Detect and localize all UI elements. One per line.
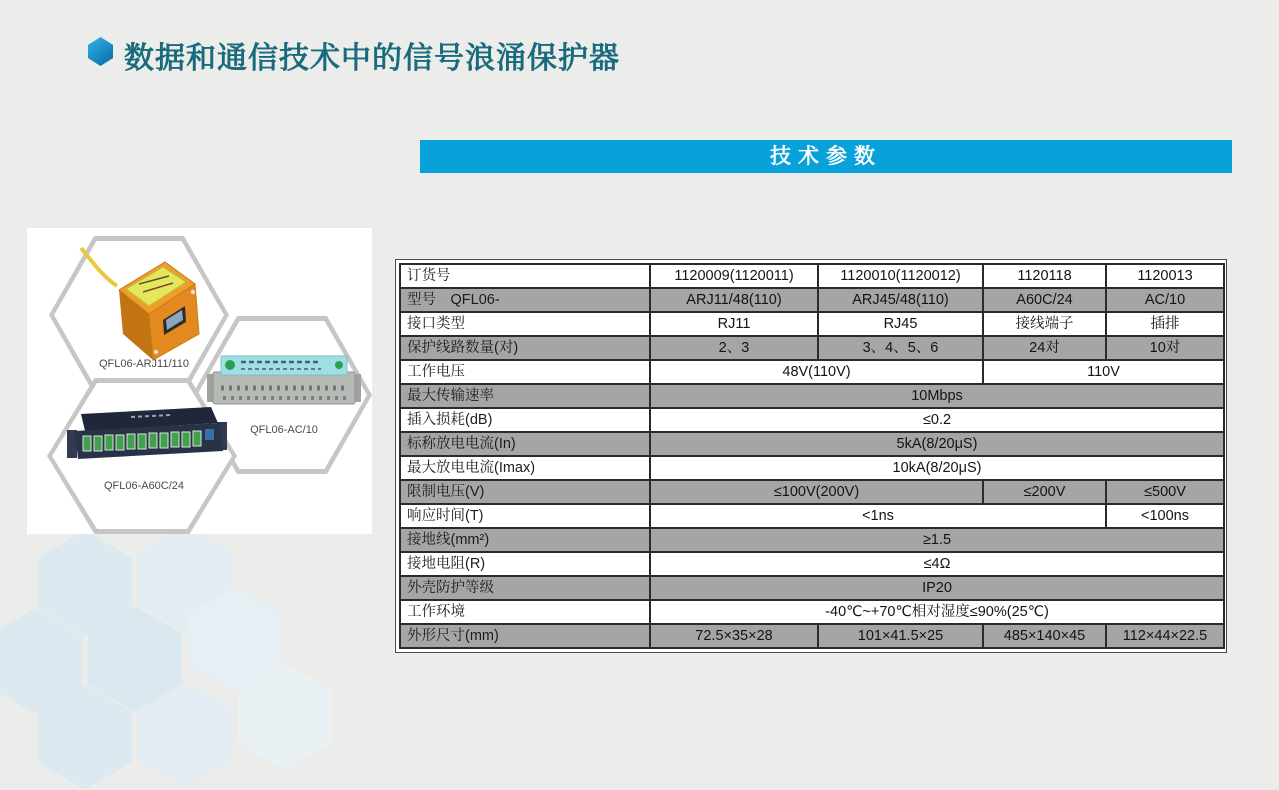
table-row: [400, 384, 1224, 408]
table-row: [400, 576, 1224, 600]
cell-value: 3、4、5、6: [818, 336, 983, 360]
cell-value: ≥1.5: [650, 528, 1224, 552]
table-row: [400, 360, 1224, 384]
cell-value: ≤0.2: [650, 408, 1224, 432]
cell-value: 112×44×22.5: [1106, 624, 1224, 648]
cell-value: ARJ45/48(110): [818, 288, 983, 312]
spec-table-frame: [395, 259, 1227, 653]
cell-value: ≤4Ω: [650, 552, 1224, 576]
row-label: 接地电阻(R): [400, 552, 650, 576]
cell-value: ≤100V(200V): [650, 480, 983, 504]
table-row: [400, 624, 1224, 648]
table-row: [400, 288, 1224, 312]
row-label: 工作环境: [400, 600, 650, 624]
cell-value: AC/10: [1106, 288, 1224, 312]
hexagon-bullet-icon: [88, 37, 113, 66]
cell-value: RJ11: [650, 312, 818, 336]
row-label: 型号 QFL06-: [400, 288, 650, 312]
cell-value: 接线端子: [983, 312, 1106, 336]
row-label: 订货号: [400, 264, 650, 288]
cell-value: ≤200V: [983, 480, 1106, 504]
hexagon-decoration: [0, 608, 82, 714]
cell-value: 10对: [1106, 336, 1224, 360]
cell-value: 101×41.5×25: [818, 624, 983, 648]
product-label-arj11: QFL06-ARJ11/110: [98, 358, 190, 370]
cell-value: 1120013: [1106, 264, 1224, 288]
row-label: 标称放电电流(In): [400, 432, 650, 456]
row-label: 外壳防护等级: [400, 576, 650, 600]
row-label: 最大传输速率: [400, 384, 650, 408]
row-label: 外形尺寸(mm): [400, 624, 650, 648]
slide-title: 数据和通信技术中的信号浪涌保护器: [124, 42, 620, 75]
cell-value: <100ns: [1106, 504, 1224, 528]
row-label: 接地线(mm²): [400, 528, 650, 552]
cell-value: 10Mbps: [650, 384, 1224, 408]
row-label: 接口类型: [400, 312, 650, 336]
product-label-ac10: QFL06-AC/10: [250, 424, 318, 436]
cell-value: 110V: [983, 360, 1224, 384]
row-label: 插入损耗(dB): [400, 408, 650, 432]
cell-value: ≤500V: [1106, 480, 1224, 504]
spec-table: [399, 263, 1225, 649]
table-row: [400, 408, 1224, 432]
hexagon-decoration: [38, 530, 132, 636]
product-label-a60c24: QFL06-A60C/24: [103, 480, 185, 492]
cell-value: 1120009(1120011): [650, 264, 818, 288]
row-label: 响应时间(T): [400, 504, 650, 528]
hexagon-decoration: [238, 664, 332, 770]
hexagon-decoration: [38, 684, 132, 790]
cell-value: 5kA(8/20μS): [650, 432, 1224, 456]
row-label: 最大放电电流(Imax): [400, 456, 650, 480]
table-row: [400, 312, 1224, 336]
cell-value: 2、3: [650, 336, 818, 360]
cell-value: 485×140×45: [983, 624, 1106, 648]
table-row: [400, 504, 1224, 528]
product-photo-arj11: [57, 240, 221, 364]
row-label: 工作电压: [400, 360, 650, 384]
cell-value: IP20: [650, 576, 1224, 600]
table-row: [400, 480, 1224, 504]
cell-value: 1120010(1120012): [818, 264, 983, 288]
product-image-panel: [27, 228, 372, 534]
hexagon-decoration: [138, 526, 232, 632]
table-row: [400, 264, 1224, 288]
cell-value: 插排: [1106, 312, 1224, 336]
product-photo-a60c24: [53, 400, 231, 472]
cell-value: 24对: [983, 336, 1106, 360]
row-label: 保护线路数量(对): [400, 336, 650, 360]
cell-value: A60C/24: [983, 288, 1106, 312]
cell-value: <1ns: [650, 504, 1106, 528]
section-banner: 技术参数: [420, 140, 1232, 173]
row-label: 限制电压(V): [400, 480, 650, 504]
table-row: [400, 552, 1224, 576]
table-row: [400, 528, 1224, 552]
cell-value: 10kA(8/20μS): [650, 456, 1224, 480]
table-row: [400, 456, 1224, 480]
cell-value: 48V(110V): [650, 360, 983, 384]
table-row: [400, 336, 1224, 360]
spec-table-body: [400, 264, 1224, 648]
cell-value: -40℃~+70℃相对湿度≤90%(25℃): [650, 600, 1224, 624]
table-row: [400, 432, 1224, 456]
cell-value: ARJ11/48(110): [650, 288, 818, 312]
hexagon-decoration: [88, 606, 182, 712]
cell-value: RJ45: [818, 312, 983, 336]
hexagon-decoration: [188, 586, 282, 692]
cell-value: 1120118: [983, 264, 1106, 288]
hexagon-decoration: [138, 682, 232, 788]
table-row: [400, 600, 1224, 624]
cell-value: 72.5×35×28: [650, 624, 818, 648]
